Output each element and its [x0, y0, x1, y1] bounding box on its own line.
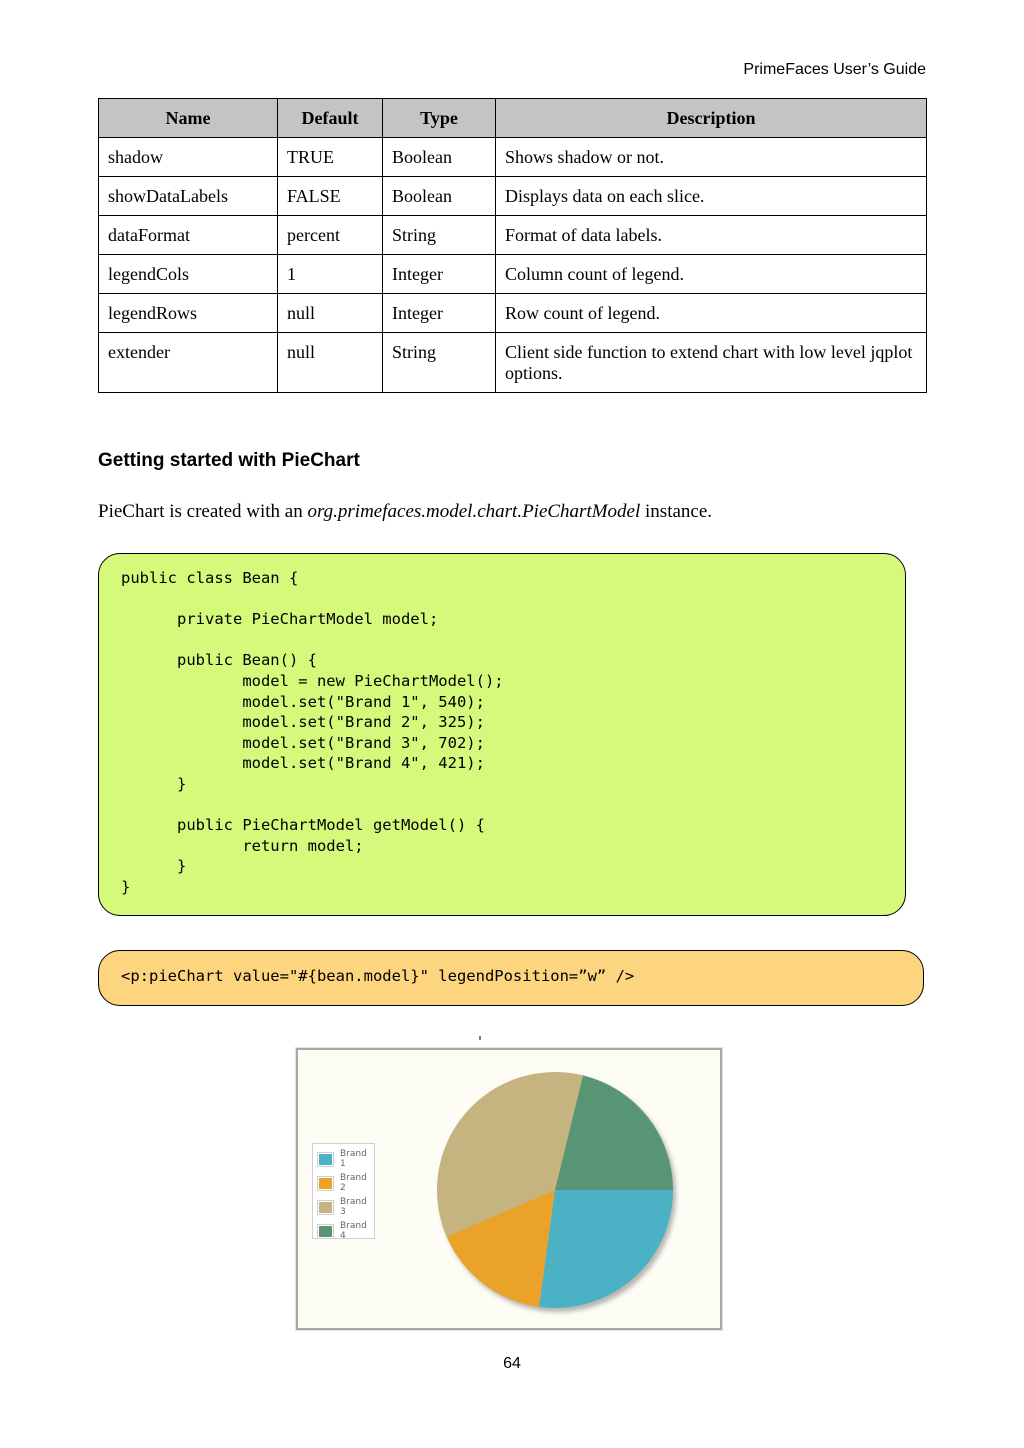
- header-type: Type: [383, 99, 496, 138]
- table-row: [99, 294, 927, 333]
- page-number: 64: [503, 1355, 521, 1372]
- cell-default: 1: [278, 255, 383, 294]
- cell-type: Integer: [383, 294, 496, 333]
- section-heading: Getting started with PieChart: [98, 450, 360, 471]
- swatch-color: [319, 1202, 332, 1213]
- pie-slice-1: [539, 1190, 673, 1308]
- header-default: Default: [278, 99, 383, 138]
- table-row: [99, 177, 927, 216]
- cell-type: Boolean: [383, 138, 496, 177]
- legend-item: [317, 1147, 374, 1171]
- cell-type: Boolean: [383, 177, 496, 216]
- legend-swatch: [317, 1224, 334, 1239]
- intro-text-end: instance.: [640, 501, 713, 522]
- cell-name: legendRows: [99, 294, 278, 333]
- cell-default: percent: [278, 216, 383, 255]
- header-description: Description: [496, 99, 927, 138]
- cell-default: null: [278, 333, 383, 393]
- cell-name: dataFormat: [99, 216, 278, 255]
- table-row: [99, 255, 927, 294]
- cell-default: FALSE: [278, 177, 383, 216]
- legend-swatch: [317, 1152, 334, 1167]
- cell-name: legendCols: [99, 255, 278, 294]
- java-code: public class Bean { private PieChartModel model; public Bean() { model = new PieChartModel(); model.set("Brand 1", 540); model.set("Brand 2", 325); model.set("Brand 3", 702); model.set("Brand 4", 421); } public PieChartModel getModel() { return model; } }: [121, 569, 504, 896]
- cell-description: Row count of legend.: [496, 294, 927, 333]
- pie-chart-image: [296, 1048, 722, 1330]
- table-row: [99, 138, 927, 177]
- swatch-color: [319, 1154, 332, 1165]
- cell-description: Displays data on each slice.: [496, 177, 927, 216]
- cell-default: TRUE: [278, 138, 383, 177]
- legend-item: [317, 1219, 374, 1243]
- swatch-color: [319, 1226, 332, 1237]
- legend-label: Brand 4: [340, 1221, 367, 1241]
- intro-class-name: org.primefaces.model.chart.PieChartModel: [307, 501, 641, 522]
- cell-type: String: [383, 333, 496, 393]
- chart-legend: [312, 1143, 375, 1239]
- java-code-block: [98, 553, 906, 916]
- markup-code: <p:pieChart value="#{bean.model}" legendPosition=”w” />: [121, 967, 635, 985]
- swatch-color: [319, 1178, 332, 1189]
- intro-text: PieChart is created with an: [98, 501, 308, 522]
- cell-name: shadow: [99, 138, 278, 177]
- cell-type: String: [383, 216, 496, 255]
- intro-paragraph: [98, 501, 712, 523]
- cell-description: Client side function to extend chart with low level jqplot options.: [496, 333, 927, 393]
- markup-code-block: [98, 950, 924, 1006]
- table-header-row: [99, 99, 927, 138]
- legend-label: Brand 2: [340, 1173, 367, 1193]
- legend-label: Brand 3: [340, 1197, 367, 1217]
- running-header: PrimeFaces User’s Guide: [743, 61, 926, 78]
- legend-item: [317, 1171, 374, 1195]
- legend-swatch: [317, 1176, 334, 1191]
- cell-name: extender: [99, 333, 278, 393]
- cell-description: Shows shadow or not.: [496, 138, 927, 177]
- cell-description: Column count of legend.: [496, 255, 927, 294]
- table-row: [99, 333, 927, 393]
- table-row: [99, 216, 927, 255]
- attributes-table: [98, 98, 927, 393]
- header-name: Name: [99, 99, 278, 138]
- legend-label: Brand 1: [340, 1149, 367, 1169]
- stray-mark: [479, 1036, 481, 1040]
- cell-default: null: [278, 294, 383, 333]
- cell-name: showDataLabels: [99, 177, 278, 216]
- legend-swatch: [317, 1200, 334, 1215]
- legend-item: [317, 1195, 374, 1219]
- cell-description: Format of data labels.: [496, 216, 927, 255]
- cell-type: Integer: [383, 255, 496, 294]
